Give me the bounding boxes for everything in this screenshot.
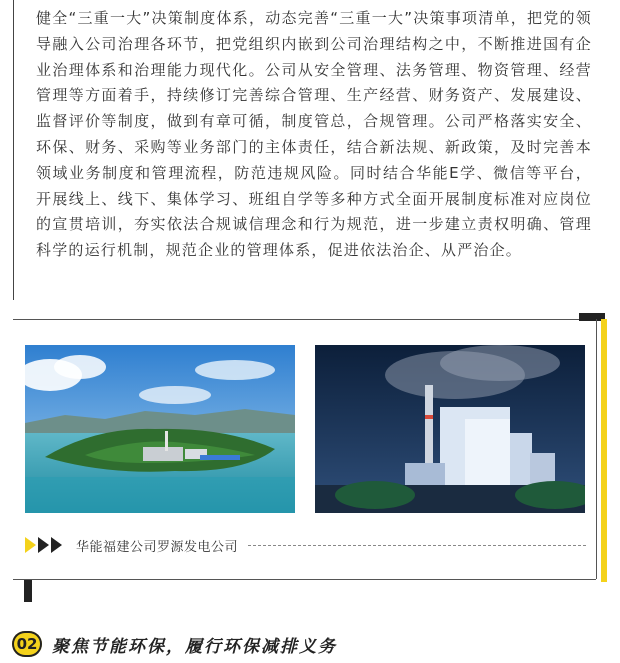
section-header (12, 630, 337, 658)
left-border-line (13, 0, 14, 300)
power-plant-aerial-photo (25, 345, 295, 513)
photo-frame-right-line (596, 319, 597, 579)
photo-frame-right-accent (601, 319, 607, 582)
article-body (36, 6, 592, 264)
photo-caption (25, 535, 586, 555)
caption-dashed-divider (248, 545, 586, 546)
photo-frame-corner-bottom-left (24, 580, 32, 602)
section-number-badge: 02 (12, 631, 42, 657)
power-plant-night-photo (315, 345, 585, 513)
caption-text: 华能福建公司罗源发电公司 (76, 539, 239, 555)
photo-frame-top-line (13, 319, 596, 320)
article-paragraph: 健全“三重一大”决策制度体系，动态完善“三重一大”决策事项清单，把党的领导融入公司治理各环节，把党组织内嵌到公司治理结构之中，不断推进国有企业治理体系和治理能力现代化。公司从安全管理、法务管理、物资管理、经营管理等方面着手，持续修订完善综合管理、生产经营、财务资产、发展建设、监督评价等制度，做到有章可循，制度管总，合规管理。公司严格落实安全、环保、财务、采购等业务部门的主体责任，结合新法规、新政策，及时完善本领域业务制度和管理流程，防范违规风险。同时结合华能E学、微信等平台，开展线上、线下、集体学习、班组自学等多种方式全面开展制度标准对应岗位的宣贯培训，夯实依法合规诚信理念和行为规范，进一步建立责权明确、管理科学的运行机制，规范企业的管理体系，促进依法治企、从严治企。 (36, 9, 592, 260)
photo-frame-bottom-line (13, 579, 596, 580)
caption-arrows-icon (25, 537, 62, 553)
section-title: 聚焦节能环保，履行环保减排义务 (52, 636, 337, 657)
